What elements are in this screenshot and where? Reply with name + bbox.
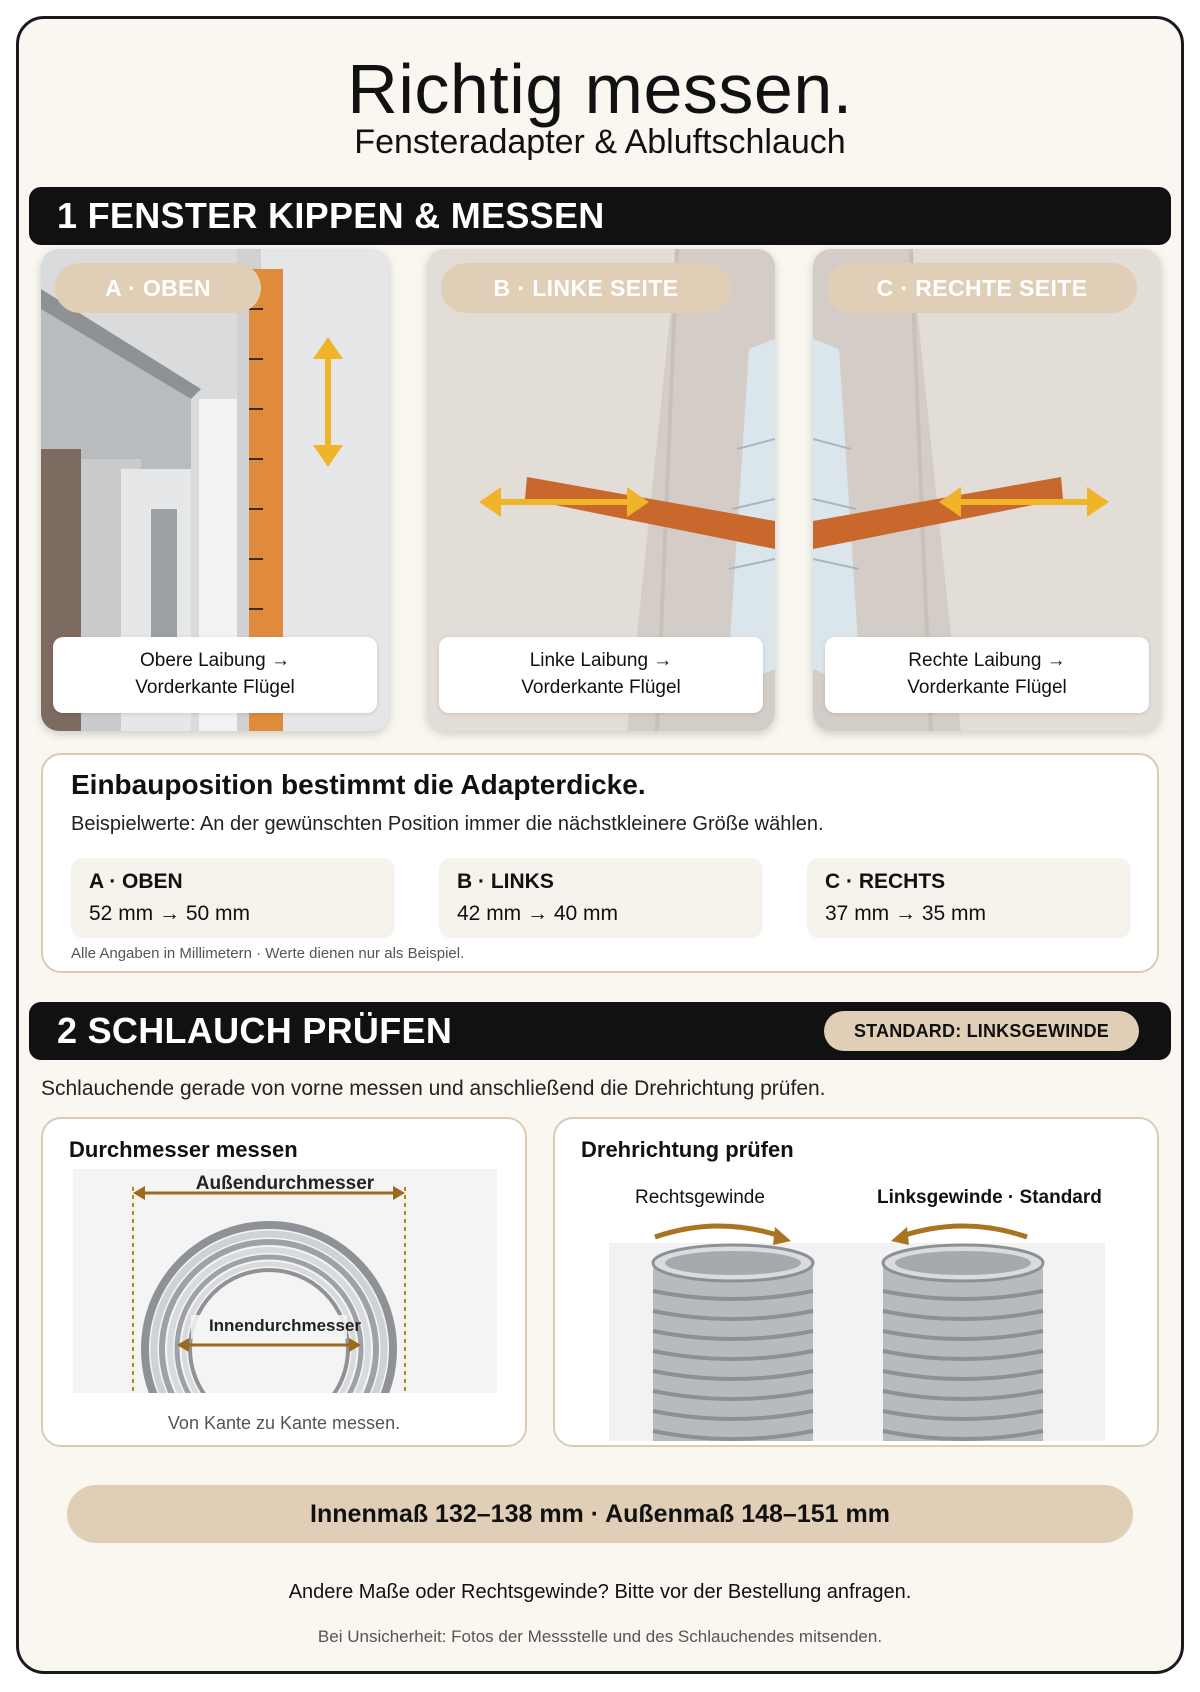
diameter-title: Durchmesser messen (69, 1137, 298, 1162)
footer-note-primary: Andere Maße oder Rechtsgewinde? Bitte vor der Bestellung anfragen. (288, 1581, 912, 1603)
section-2-intro: Schlauchende gerade von vorne messen und anschließend die Drehrichtung prüfen. (41, 1077, 826, 1100)
section-1-header (29, 187, 1171, 245)
value-text: 37 mm → 35 mm (825, 902, 987, 925)
value-card-left (439, 858, 763, 938)
inner-diameter-label: Innendurchmesser (208, 1316, 362, 1335)
left-thread-label: Linksgewinde · Standard (877, 1187, 1102, 1208)
caption-line1: Obere Laibung → (140, 650, 290, 671)
section-1-title: 1 FENSTER KIPPEN & MESSEN (57, 195, 605, 236)
value-label: A · OBEN (89, 870, 183, 893)
info-sheet (16, 16, 1184, 1674)
section-2-header (29, 1002, 1171, 1060)
section-2-title: 2 SCHLAUCH PRÜFEN (57, 1010, 453, 1051)
footer-note-secondary: Bei Unsicherheit: Fotos der Messstelle und des Schlauchendes mitsenden. (317, 1627, 883, 1646)
value-card-right (807, 858, 1131, 938)
card-caption-top (53, 637, 377, 713)
card-label-left: B · LINKE SEITE (441, 263, 731, 313)
photo-card-left (427, 249, 775, 731)
card-caption-right (825, 637, 1149, 713)
rotation-title: Drehrichtung prüfen (581, 1137, 794, 1162)
caption-line2: Vorderkante Flügel (907, 677, 1067, 698)
info-title: Einbauposition bestimmt die Adapterdicke. (71, 769, 646, 800)
standard-badge: STANDARD: LINKSGEWINDE (824, 1011, 1139, 1051)
page-subtitle: Fensteradapter & Abluftschlauch (354, 123, 846, 161)
caption-line1: Rechte Laibung → (908, 650, 1066, 671)
caption-line1: Linke Laibung → (529, 650, 673, 671)
photo-card-right (813, 249, 1161, 731)
card-label-right: C · RECHTE SEITE (827, 263, 1137, 313)
card-caption-left (439, 637, 763, 713)
value-label: B · LINKS (457, 870, 554, 893)
card-label-top: A · OBEN (55, 263, 261, 313)
outer-diameter-label: Außendurchmesser (195, 1173, 375, 1194)
summary-dimensions: Innenmaß 132–138 mm · Außenmaß 148–151 mm (67, 1485, 1133, 1543)
photo-card-top (41, 249, 389, 731)
info-subtitle: Beispielwerte: An der gewünschten Position immer die nächstkleinere Größe wählen. (71, 813, 824, 835)
rotation-panel (553, 1117, 1159, 1447)
caption-line2: Vorderkante Flügel (521, 677, 681, 698)
value-text: 52 mm → 50 mm (89, 902, 251, 925)
value-text: 42 mm → 40 mm (457, 902, 619, 925)
adapter-info-box (41, 753, 1159, 973)
page-title: Richtig messen. (347, 50, 853, 128)
value-label: C · RECHTS (825, 870, 946, 893)
diameter-note: Von Kante zu Kante messen. (167, 1413, 401, 1433)
caption-line2: Vorderkante Flügel (135, 677, 295, 698)
right-thread-label: Rechtsgewinde (635, 1187, 765, 1208)
value-card-top (71, 858, 395, 938)
hose-thread-diagram (609, 1221, 1105, 1441)
diameter-panel (41, 1117, 527, 1447)
hose-ring-diagram (73, 1169, 497, 1393)
info-note: Alle Angaben in Millimetern · Werte dienen nur als Beispiel. (71, 945, 465, 962)
